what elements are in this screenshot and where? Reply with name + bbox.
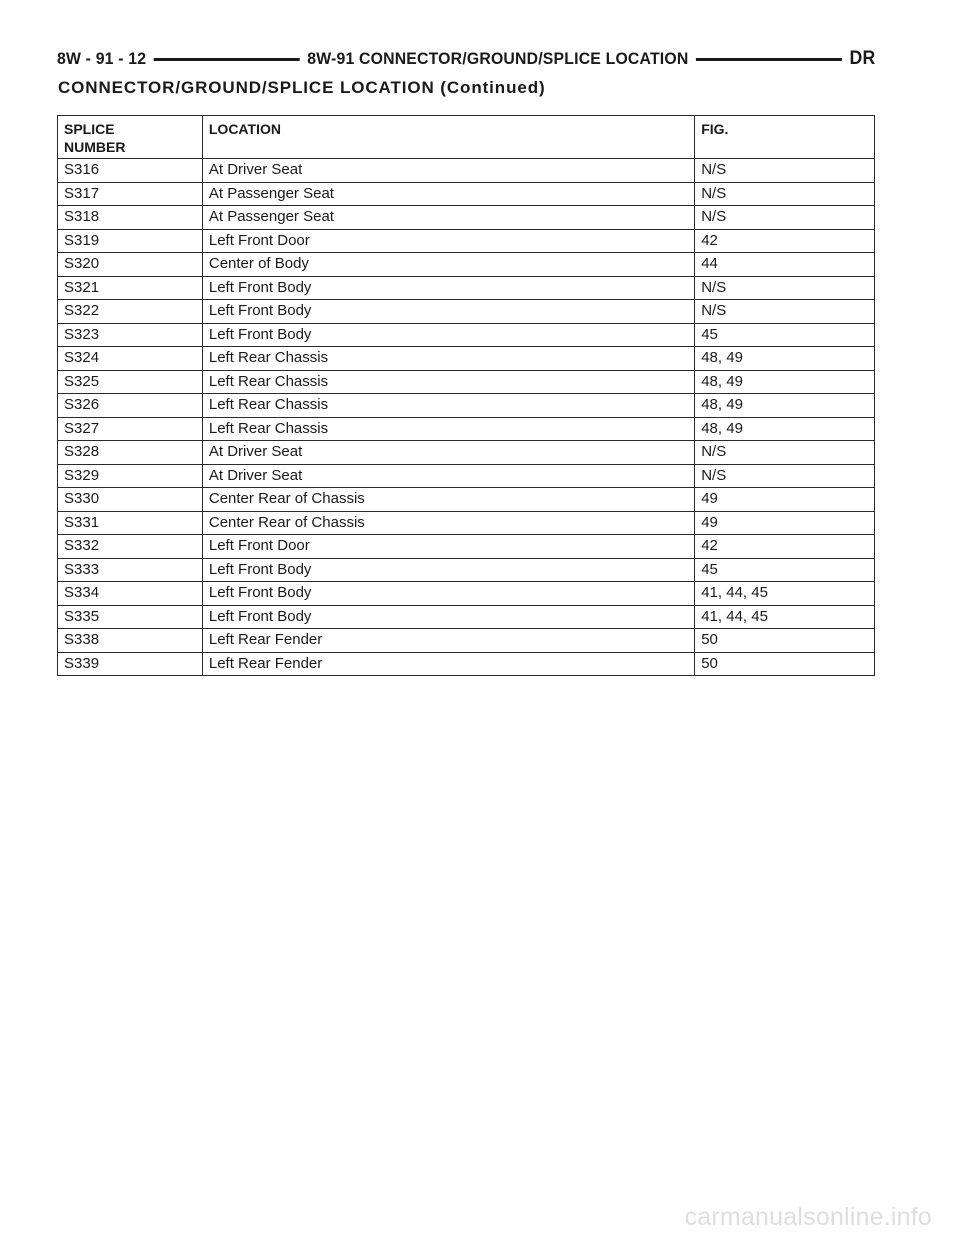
table-row	[58, 488, 875, 512]
fig-cell: 41, 44, 45	[695, 605, 875, 629]
table-row	[58, 582, 875, 606]
fig-cell: 50	[695, 652, 875, 676]
location-cell: Left Front Body	[202, 582, 694, 606]
splice-number-cell: S331	[58, 511, 203, 535]
splice-number-cell: S334	[58, 582, 203, 606]
location-cell: Left Rear Chassis	[202, 347, 694, 371]
splice-number-cell: S335	[58, 605, 203, 629]
splice-location-table	[57, 115, 875, 676]
splice-number-cell: S333	[58, 558, 203, 582]
location-cell: Left Front Body	[202, 323, 694, 347]
table-row	[58, 276, 875, 300]
splice-number-cell: S316	[58, 159, 203, 183]
location-cell: At Passenger Seat	[202, 182, 694, 206]
splice-number-cell: S327	[58, 417, 203, 441]
location-cell: At Driver Seat	[202, 441, 694, 465]
splice-number-cell: S328	[58, 441, 203, 465]
location-cell: Left Front Body	[202, 276, 694, 300]
fig-cell: 42	[695, 229, 875, 253]
fig-cell: 49	[695, 511, 875, 535]
location-cell: Left Rear Chassis	[202, 370, 694, 394]
splice-number-cell: S330	[58, 488, 203, 512]
splice-number-cell: S318	[58, 206, 203, 230]
header-title: 8W-91 CONNECTOR/GROUND/SPLICE LOCATION	[307, 49, 689, 68]
fig-cell: N/S	[695, 206, 875, 230]
location-cell: Left Rear Fender	[202, 652, 694, 676]
splice-number-cell: S317	[58, 182, 203, 206]
fig-cell: 45	[695, 323, 875, 347]
splice-number-cell: S338	[58, 629, 203, 653]
location-cell: At Driver Seat	[202, 159, 694, 183]
splice-number-cell: S326	[58, 394, 203, 418]
fig-cell: 45	[695, 558, 875, 582]
splice-number-cell: S332	[58, 535, 203, 559]
location-cell: Center Rear of Chassis	[202, 511, 694, 535]
header-rule-left	[154, 58, 300, 61]
table-row	[58, 394, 875, 418]
splice-number-cell: S323	[58, 323, 203, 347]
page-number: 8W - 91 - 12	[57, 49, 147, 68]
table-row	[58, 629, 875, 653]
location-cell: At Driver Seat	[202, 464, 694, 488]
table-row	[58, 558, 875, 582]
table-row	[58, 535, 875, 559]
splice-number-cell: S324	[58, 347, 203, 371]
fig-cell: 48, 49	[695, 370, 875, 394]
column-header-fig: FIG.	[695, 116, 875, 159]
splice-number-cell: S322	[58, 300, 203, 324]
fig-cell: 49	[695, 488, 875, 512]
location-cell: Left Front Body	[202, 300, 694, 324]
table-row	[58, 229, 875, 253]
table-row	[58, 370, 875, 394]
watermark: carmanualsonline.info	[684, 1203, 932, 1231]
location-cell: Left Front Door	[202, 535, 694, 559]
table-row	[58, 300, 875, 324]
table-row	[58, 464, 875, 488]
fig-cell: N/S	[695, 441, 875, 465]
splice-number-cell: S339	[58, 652, 203, 676]
location-cell: Left Front Body	[202, 605, 694, 629]
table-row	[58, 417, 875, 441]
fig-cell: 48, 49	[695, 417, 875, 441]
table-row	[58, 253, 875, 277]
column-header-location: LOCATION	[202, 116, 694, 159]
location-cell: Left Front Door	[202, 229, 694, 253]
column-header-splice-number	[58, 116, 203, 159]
header-model-code: DR	[849, 48, 876, 69]
location-cell: Left Rear Fender	[202, 629, 694, 653]
header-rule-right	[696, 58, 842, 61]
table-row	[58, 441, 875, 465]
location-cell: Center Rear of Chassis	[202, 488, 694, 512]
table-row	[58, 159, 875, 183]
splice-number-cell: S319	[58, 229, 203, 253]
fig-cell: 41, 44, 45	[695, 582, 875, 606]
table-row	[58, 182, 875, 206]
table-body	[58, 159, 875, 676]
table-row	[58, 323, 875, 347]
section-title: CONNECTOR/GROUND/SPLICE LOCATION (Continued)	[58, 78, 546, 97]
fig-cell: 50	[695, 629, 875, 653]
table-row	[58, 347, 875, 371]
table-header-row	[58, 116, 875, 159]
location-cell: Center of Body	[202, 253, 694, 277]
fig-cell: N/S	[695, 159, 875, 183]
running-header	[57, 47, 875, 71]
splice-number-cell: S329	[58, 464, 203, 488]
table-row	[58, 652, 875, 676]
fig-cell: 44	[695, 253, 875, 277]
location-cell: Left Rear Chassis	[202, 417, 694, 441]
fig-cell: 42	[695, 535, 875, 559]
location-cell: At Passenger Seat	[202, 206, 694, 230]
splice-number-cell: S321	[58, 276, 203, 300]
location-cell: Left Front Body	[202, 558, 694, 582]
table-row	[58, 511, 875, 535]
fig-cell: N/S	[695, 464, 875, 488]
fig-cell: 48, 49	[695, 394, 875, 418]
table-row	[58, 605, 875, 629]
splice-number-cell: S320	[58, 253, 203, 277]
splice-number-cell: S325	[58, 370, 203, 394]
fig-cell: N/S	[695, 300, 875, 324]
table-row	[58, 206, 875, 230]
location-cell: Left Rear Chassis	[202, 394, 694, 418]
fig-cell: N/S	[695, 182, 875, 206]
column-header-splice-number-label: SPLICE NUMBER	[64, 121, 126, 155]
fig-cell: 48, 49	[695, 347, 875, 371]
fig-cell: N/S	[695, 276, 875, 300]
